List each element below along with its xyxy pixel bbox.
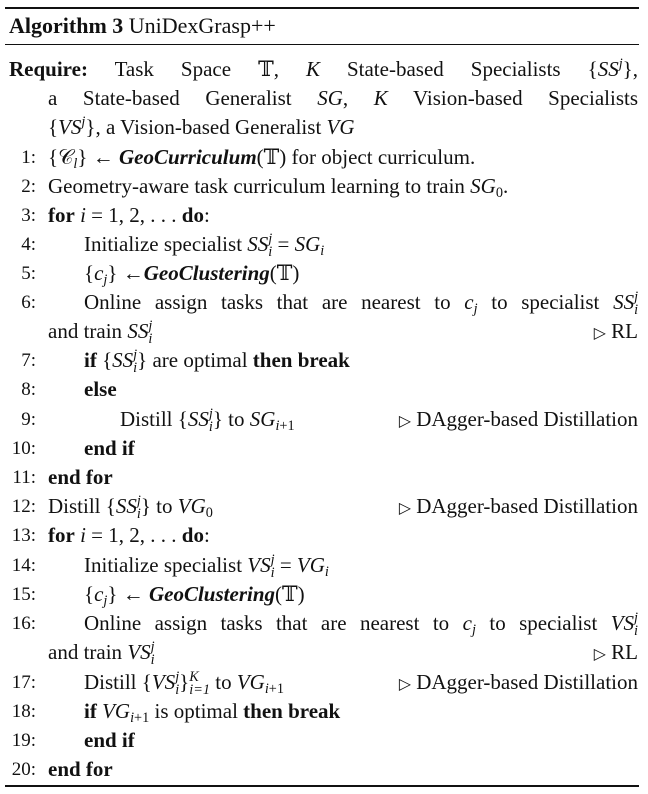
line-number: 11: bbox=[12, 467, 36, 488]
step-18: 18: if $VG_{i+1}$ is optimal then break bbox=[0, 697, 648, 726]
step-11: 11: end for bbox=[0, 463, 648, 492]
line-number: 18: bbox=[11, 701, 36, 722]
comment-dagger: ▷ DAgger-based Distillation bbox=[398, 670, 638, 694]
step-5: 5: $\{c_j\}$ ←GeoClustering(𝕋) bbox=[0, 259, 648, 288]
require-keyword: Require: bbox=[9, 57, 88, 81]
title-rule bbox=[5, 44, 639, 45]
line-number: 1: bbox=[21, 147, 36, 168]
line-number: 8: bbox=[21, 379, 36, 400]
comment-rl: ▷ RL bbox=[593, 319, 638, 343]
algorithm-name: UniDexGrasp++ bbox=[128, 13, 276, 38]
bottom-rule bbox=[5, 785, 639, 787]
line-number: 9: bbox=[21, 409, 36, 430]
line-number: 12: bbox=[11, 496, 36, 517]
line-number: 17: bbox=[11, 672, 36, 693]
line-number: 7: bbox=[21, 350, 36, 371]
line-number: 14: bbox=[11, 555, 36, 576]
step-8: 8: else bbox=[0, 375, 648, 404]
step-2: 2: Geometry-aware task curriculum learning to train $SG_0$. bbox=[0, 172, 648, 201]
step-13: 13: for i = 1, 2, . . . do: bbox=[0, 521, 648, 550]
line-number: 19: bbox=[11, 730, 36, 751]
algorithm-label: Algorithm 3 bbox=[9, 13, 124, 38]
require-line-2: a State-based Generalist SG, K Vision-based Specialists bbox=[48, 86, 638, 110]
step-17: 17: Distill {VS j i } K i=1 to $VG_{i+1}$ ▷ DAgger-based Distillation bbox=[0, 668, 648, 697]
comment-dagger: ▷ DAgger-based Distillation bbox=[398, 407, 638, 431]
line-number: 4: bbox=[21, 234, 36, 255]
line-number: 20: bbox=[11, 759, 36, 780]
algorithm-title bbox=[9, 12, 639, 40]
line-number: 3: bbox=[21, 205, 36, 226]
line-number: 16: bbox=[11, 613, 36, 634]
require-line-1: Require: Task Space 𝕋, K State-based Specialists $\{SS^j\}$, bbox=[9, 56, 638, 81]
step-4: 4: Initialize specialist SS j i = $SG_i$ bbox=[0, 230, 648, 259]
step-16-cont: and train VS j i ▷ RL bbox=[48, 639, 638, 669]
step-7: 7: if {SS j i } are optimal then break bbox=[0, 346, 648, 375]
line-number: 10: bbox=[11, 438, 36, 459]
step-15: 15: $\{c_j\}$ ← GeoClustering(𝕋) bbox=[0, 580, 648, 609]
step-14: 14: Initialize specialist VS j i = $VG_i$ bbox=[0, 551, 648, 580]
line-number: 15: bbox=[11, 584, 36, 605]
step-10: 10: end if bbox=[0, 434, 648, 463]
step-9: 9: Distill {SS j i } to $SG_{i+1}$ ▷ DAgger-based Distillation bbox=[0, 405, 648, 434]
step-3: 3: for i = 1, 2, . . . do: bbox=[0, 201, 648, 230]
line-number: 13: bbox=[11, 525, 36, 546]
step-20: 20: end for bbox=[0, 755, 648, 784]
step-12: 12: Distill {SS j i } to $VG_0$ ▷ DAgger-based Distillation bbox=[0, 492, 648, 521]
step-16: 16: Online assign tasks that are nearest to $c_j$ to specialist VS j i bbox=[0, 609, 648, 638]
comment-dagger: ▷ DAgger-based Distillation bbox=[398, 494, 638, 518]
step-19: 19: end if bbox=[0, 726, 648, 755]
step-6-cont: and train SS j i ▷ RL bbox=[48, 318, 638, 348]
line-number: 5: bbox=[21, 263, 36, 284]
comment-rl: ▷ RL bbox=[593, 640, 638, 664]
line-number: 2: bbox=[21, 176, 36, 197]
top-rule bbox=[5, 7, 639, 9]
step-6: 6: Online assign tasks that are nearest to $c_j$ to specialist SS j i bbox=[0, 288, 648, 317]
require-line-3: $\{VS^j\}$, a Vision-based Generalist VG bbox=[48, 114, 355, 139]
line-number: 6: bbox=[21, 292, 36, 313]
step-1: 1: {𝒞$_l$} ← GeoCurriculum(𝕋) for object curriculum. bbox=[0, 143, 648, 172]
